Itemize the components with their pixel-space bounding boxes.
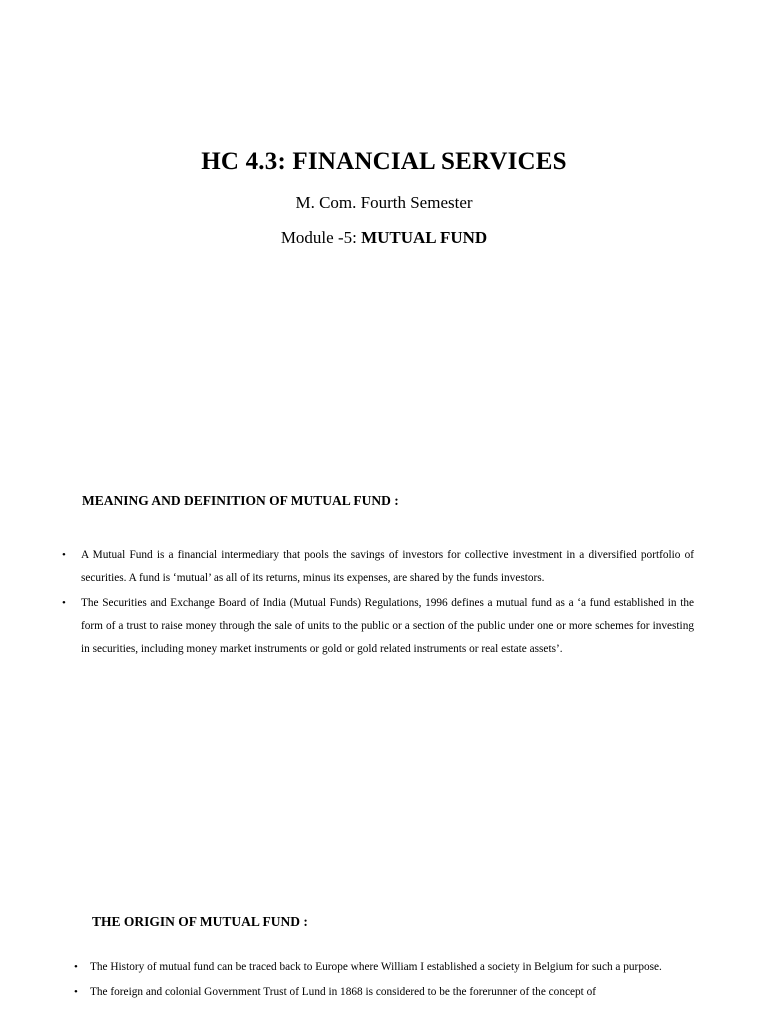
bullet-text: A Mutual Fund is a financial intermediary that pools the savings of investors for collective investment in a diversified portfolio of securities. A fund is ‘mutual’ as all of its returns, minus its expenses, are shared by the funds investors.	[81, 549, 694, 584]
module-prefix: Module -5:	[280, 228, 362, 247]
bullet-text: The Securities and Exchange Board of India (Mutual Funds) Regulations, 1996 defines a mutual fund as a ‘a fund established in the form of a trust to raise money through the sale of units to the public or a section of the public under one or more schemes for investing in securities, including money market instruments or gold or gold related instruments or real estate assets’.	[81, 597, 694, 655]
bullet-icon: •	[62, 597, 66, 609]
bullet-text: The foreign and colonial Government Trust of Lund in 1868 is considered to be the forerunner of the concept of	[90, 986, 597, 998]
section-heading-origin: THE ORIGIN OF MUTUAL FUND :	[92, 914, 308, 929]
list-item	[74, 981, 694, 1004]
module-name: MUTUAL FUND	[361, 228, 488, 247]
document-subtitle: M. Com. Fourth Semester	[295, 193, 473, 212]
document-title: HC 4.3: FINANCIAL SERVICES	[201, 148, 567, 175]
bullet-icon: •	[62, 549, 66, 561]
list-item	[74, 956, 694, 979]
bullet-list-meaning	[62, 544, 694, 663]
bullet-icon: •	[74, 961, 78, 973]
section-heading-meaning: MEANING AND DEFINITION OF MUTUAL FUND :	[82, 493, 399, 508]
bullet-list-origin	[74, 956, 694, 1006]
bullet-icon: •	[74, 986, 78, 998]
bullet-text: The History of mutual fund can be traced back to Europe where William I established a society in Belgium for such a purpose.	[90, 961, 662, 973]
list-item	[62, 544, 694, 590]
module-line	[0, 228, 768, 248]
list-item	[62, 592, 694, 661]
